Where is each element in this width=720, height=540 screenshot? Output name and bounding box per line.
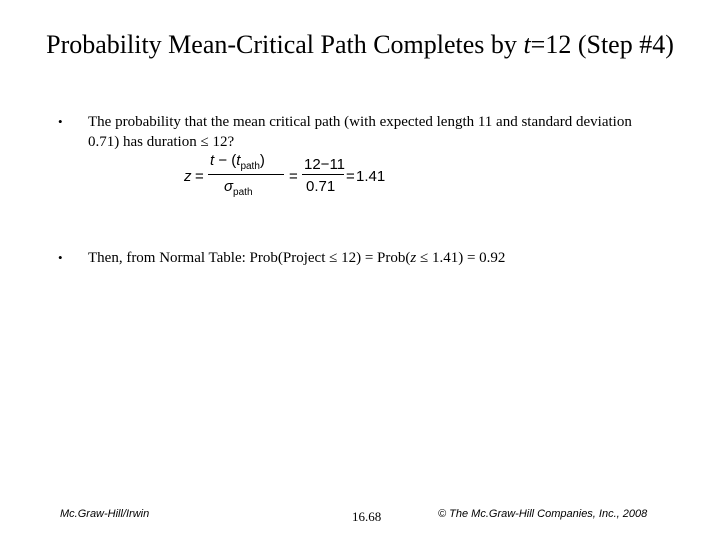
- formula-equals-3: =: [346, 168, 355, 185]
- title-prefix: Probability Mean-Critical Path Completes by: [46, 30, 524, 59]
- footer-publisher: Mc.Graw-Hill/Irwin: [60, 508, 150, 520]
- formula-denominator-2: 0.71: [306, 178, 336, 195]
- formula-denominator: $\sigma_{path}$: [224, 178, 253, 198]
- bullet-marker: •: [58, 250, 63, 265]
- bullet-text-normal-table: Then, from Normal Table: Prob(Project ≤ 12) = Prob(z ≤ 1.41) = 0.92: [88, 250, 506, 266]
- title-suffix: =12 (Step #4): [530, 30, 674, 59]
- title-variable-t: t: [523, 30, 531, 59]
- fraction-bar-2: [302, 174, 344, 175]
- footer-copyright: © The Mc.Graw-Hill Companies, Inc., 2008: [438, 508, 648, 520]
- bullet-text-probability-question: The probability that the mean critical path (with expected length 11 and standard deviation 0.71) has duration ≤ 12?: [88, 114, 632, 150]
- z-score-formula: [184, 152, 386, 204]
- formula-numerator-2: 12−11: [304, 156, 346, 173]
- fraction-bar-1: [208, 174, 284, 175]
- bullet-marker: •: [58, 114, 63, 129]
- formula-result: 1.41: [356, 168, 386, 185]
- variable-z: z: [410, 250, 417, 266]
- formula-z: z: [184, 168, 192, 185]
- footer-page-number: 16.68: [352, 509, 382, 524]
- slide-title: [0, 30, 720, 60]
- formula-equals-2: =: [289, 168, 298, 185]
- formula-equals-1: =: [195, 168, 204, 185]
- formula-numerator: $t - (t_{path})$: [210, 152, 265, 172]
